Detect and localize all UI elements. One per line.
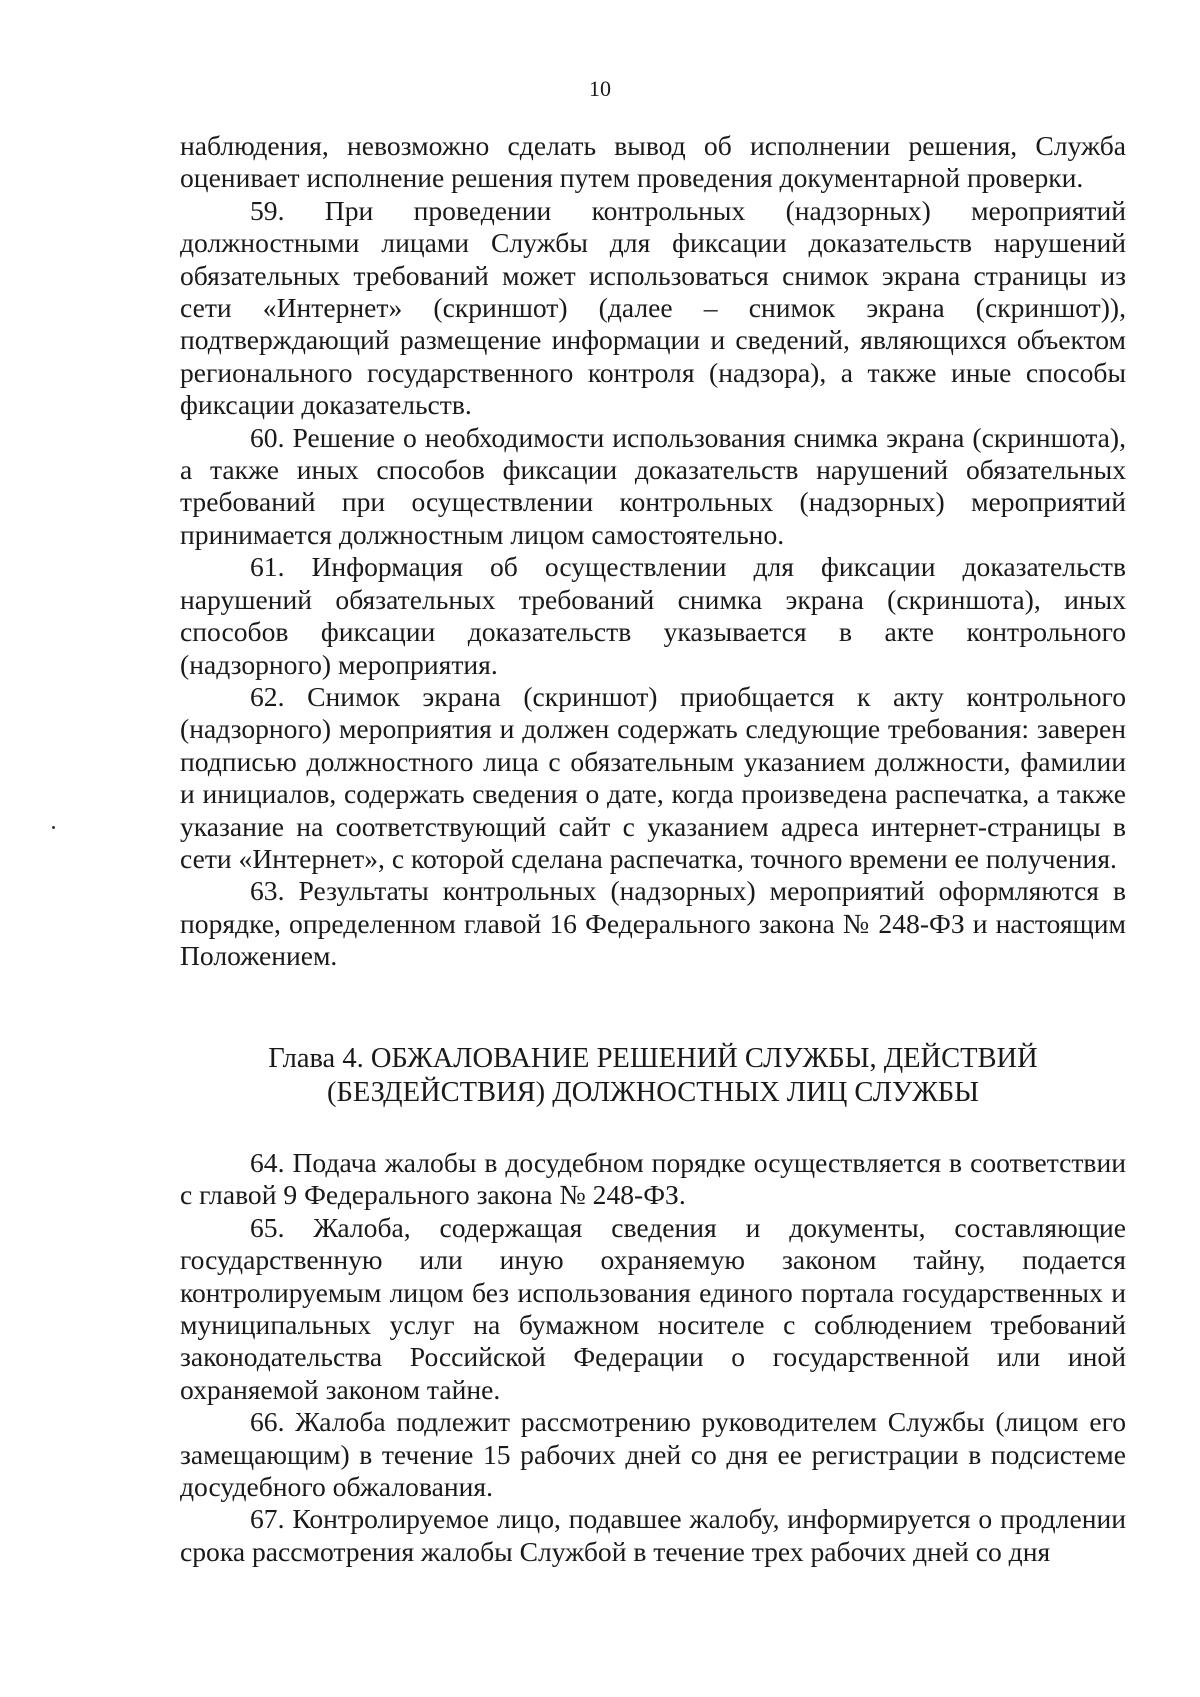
page-number: 10	[589, 76, 611, 101]
text-block-top	[180, 130, 1126, 973]
paragraph-continuation: наблюдения, невозможно сделать вывод об исполнении решения, Служба оценивает исполнение решения путем проведения документарной проверки.	[180, 130, 1126, 194]
paragraph-60: 60. Решение о необходимости использования снимка экрана (скриншота), а также иных способов фиксации доказательств нарушений обязательных требований при осуществлении контрольных (надзорных) мероприятий принимается должностным лицом самостоятельно.	[180, 421, 1126, 550]
paragraph-64: 64. Подача жалобы в досудебном порядке осуществляется в соответствии с главой 9 Федерального закона № 248-ФЗ.	[180, 1147, 1126, 1211]
text-block-bottom	[180, 1147, 1126, 1568]
scan-speck	[52, 826, 55, 829]
paragraph-66: 66. Жалоба подлежит рассмотрению руководителем Службы (лицом его замещающим) в течение 15 рабочих дней со дня ее регистрации в подсистеме досудебного обжалования.	[180, 1406, 1126, 1503]
chapter-heading-line-2: (БЕЗДЕЙСТВИЯ) ДОЛЖНОСТНЫХ ЛИЦ СЛУЖБЫ	[327, 1077, 979, 1108]
paragraph-62: 62. Снимок экрана (скриншот) приобщается к акту контрольного (надзорного) мероприятия и должен содержать следующие требования: заверен подписью должностного лица с обязательным указанием должности, фамилии и инициалов, содержать сведения о дате, когда произведена распечатка, а также указание на соответствующий сайт с указанием адреса интернет-страницы в сети «Интернет», с которой сделана распечатка, точного времени ее получения.	[180, 680, 1126, 874]
paragraph-63: 63. Результаты контрольных (надзорных) мероприятий оформляются в порядке, определенном главой 16 Федерального закона № 248-ФЗ и настоящим Положением.	[180, 875, 1126, 972]
chapter-heading-line-1: Глава 4. ОБЖАЛОВАНИЕ РЕШЕНИЙ СЛУЖБЫ, ДЕЙСТВИЙ	[268, 1043, 1038, 1074]
chapter-heading	[180, 1042, 1126, 1110]
paragraph-61: 61. Информация об осуществлении для фиксации доказательств нарушений обязательных требований снимка экрана (скриншота), иных способов фиксации доказательств указывается в акте контрольного (надзорного) мероприятия.	[180, 551, 1126, 680]
paragraph-59: 59. При проведении контрольных (надзорных) мероприятий должностными лицами Службы для фиксации доказательств нарушений обязательных требований может использоваться снимок экрана страницы из сети «Интернет» (скриншот) (далее – снимок экрана (скриншот)), подтверждающий размещение информации и сведений, являющихся объектом регионального государственного контроля (надзора), а также иные способы фиксации доказательств.	[180, 194, 1126, 421]
paragraph-65: 65. Жалоба, содержащая сведения и документы, составляющие государственную или иную охраняемую законом тайну, подается контролируемым лицом без использования единого портала государственных и муниципальных услуг на бумажном носителе с соблюдением требований законодательства Российской Федерации о государственной или иной охраняемой законом тайне.	[180, 1211, 1126, 1405]
paragraph-67: 67. Контролируемое лицо, подавшее жалобу, информируется о продлении срока рассмотрения жалобы Службой в течение трех рабочих дней со дня	[180, 1503, 1126, 1567]
